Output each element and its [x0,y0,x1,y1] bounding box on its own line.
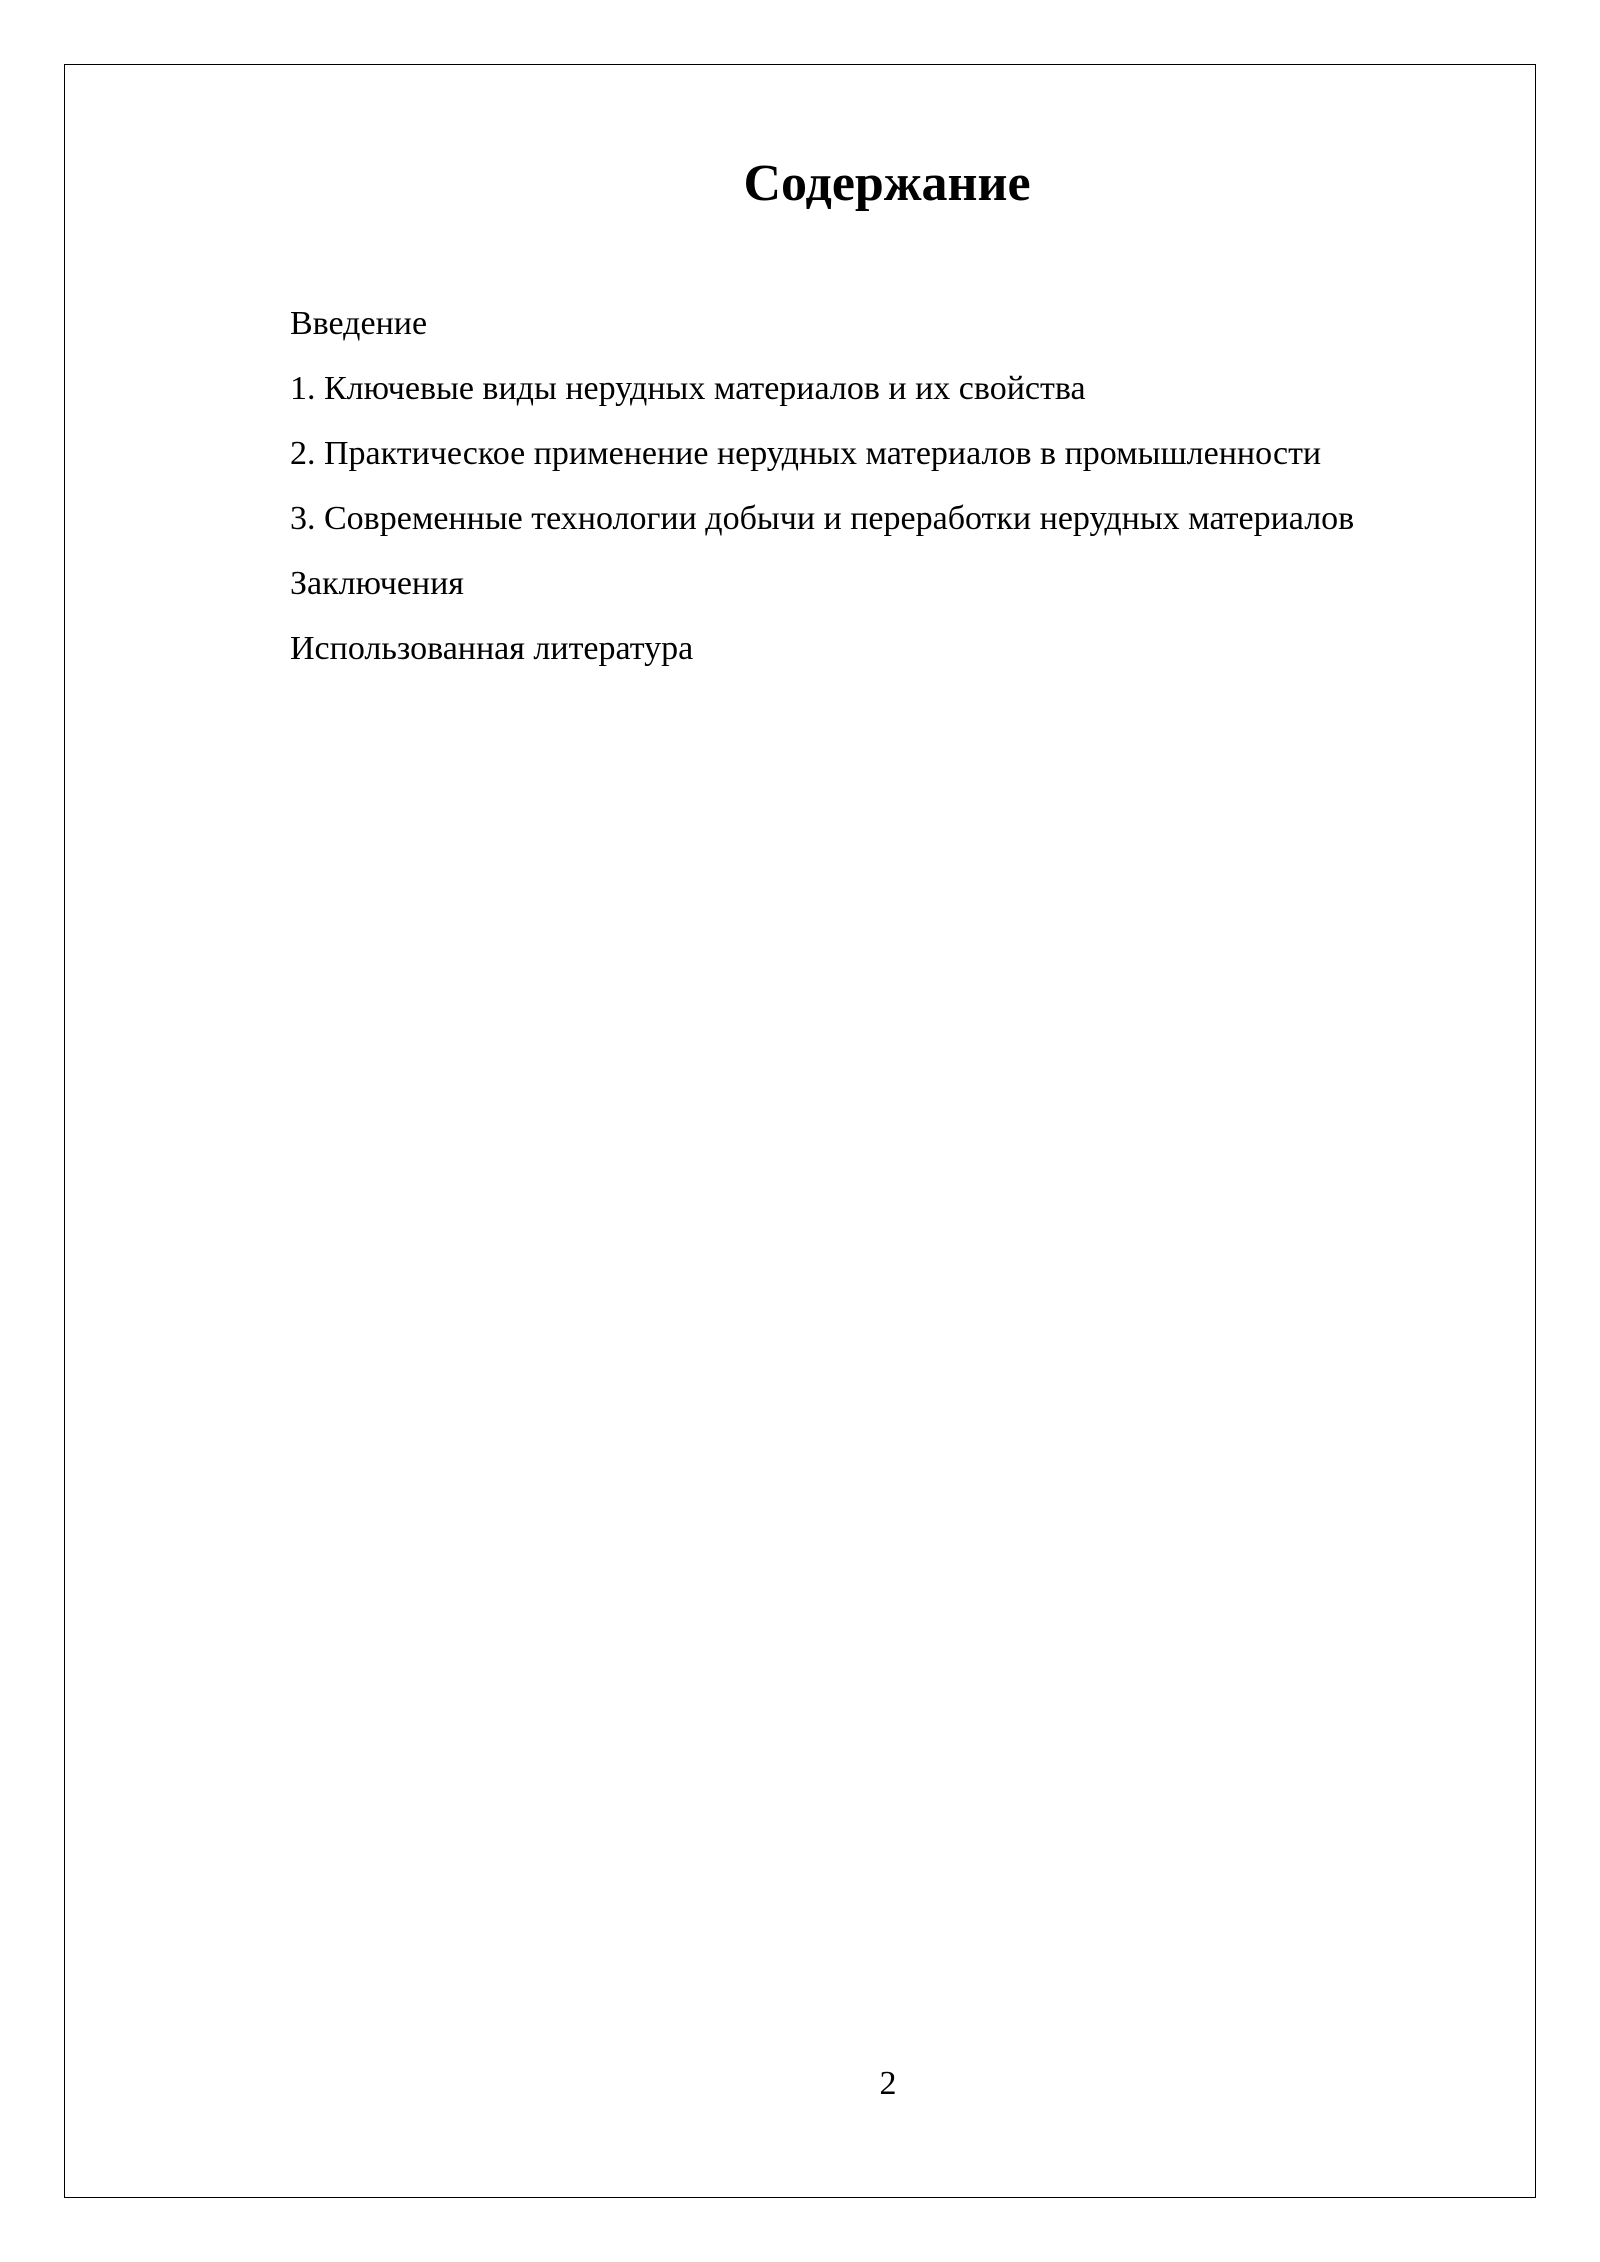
toc-item-introduction: Введение [290,305,428,342]
page-number: 2 [879,2065,897,2102]
toc-item-chapter-1: 1. Ключевые виды нерудных материалов и их свойства [290,370,1086,407]
table-of-contents [290,291,1490,681]
toc-item-chapter-2: 2. Практическое применение нерудных материалов в промышленности [290,435,1322,472]
toc-item-conclusion: Заключения [290,565,464,602]
toc-item-references: Использованная литература [290,630,694,667]
toc-item-chapter-3: 3. Современные технологии добычи и переработки нерудных материалов [290,500,1355,537]
page-title: Содержание [743,155,1031,212]
